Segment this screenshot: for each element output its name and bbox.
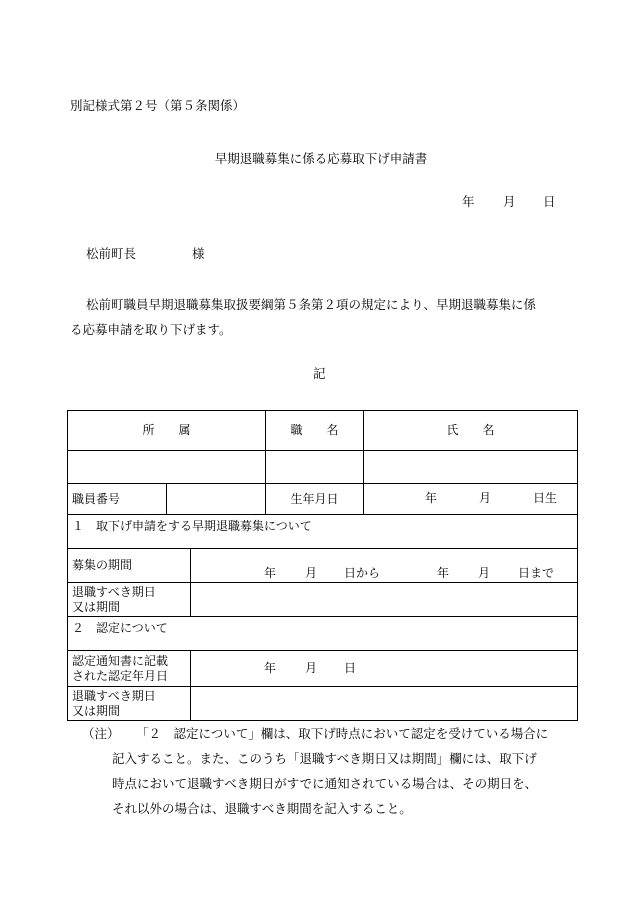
notice-date-cell[interactable] <box>191 651 578 687</box>
date-year-label: 年 <box>462 194 475 209</box>
addressee-honorific: 様 <box>192 246 205 261</box>
retire-label <box>68 583 191 617</box>
retire2-label-line-1: 退職すべき期日 <box>72 688 156 703</box>
note-marker: （注） <box>82 726 120 741</box>
notice-label-line-1: 認定通知書に記載 <box>72 653 169 668</box>
header-row <box>68 411 578 451</box>
retire-row <box>68 583 578 617</box>
addressee-name: 松前町長 <box>86 246 137 261</box>
note-line-2: 記入すること。また、このうち「退職すべき期日又は期間」欄には、取下げ <box>112 751 537 766</box>
ki-label: 記 <box>313 366 326 381</box>
period-label: 募集の期間 <box>68 549 191 583</box>
notice-year-label: 年 <box>264 661 277 675</box>
retire2-label-line-2: 又は期間 <box>72 703 121 718</box>
form-number: 別記様式第２号（第５条関係） <box>70 98 246 113</box>
notice-label-line-2: された認定年月日 <box>72 668 169 683</box>
retire-label-line-2: 又は期間 <box>72 599 121 614</box>
body-line-2: る応募申請を取り下げます。 <box>70 322 232 337</box>
staff-row <box>68 484 578 515</box>
retire-label-line-1: 退職すべき期日 <box>72 584 156 599</box>
affiliation-cell[interactable] <box>68 451 266 484</box>
period-to-year: 年 <box>437 566 450 580</box>
position-cell[interactable] <box>266 451 364 484</box>
notice-row <box>68 651 578 687</box>
body-line-1: 松前町職員早期退職募集取扱要綱第５条第２項の規定により、早期退職募集に係 <box>86 297 537 312</box>
name-cell[interactable] <box>364 451 578 484</box>
note-line-4: それ以外の場合は、退職すべき期間を記入すること。 <box>112 801 412 816</box>
period-cell[interactable] <box>191 549 578 583</box>
period-from-day: 日から <box>344 566 381 580</box>
notice-day-label: 日 <box>344 661 357 675</box>
retire2-row <box>68 687 578 721</box>
period-to-day: 日まで <box>518 566 555 580</box>
application-table <box>67 410 578 721</box>
affiliation-header: 所 属 <box>68 411 266 451</box>
period-to-month: 月 <box>478 566 491 580</box>
date-day-label: 日 <box>543 194 556 209</box>
birth-label: 生年月日 <box>266 484 364 515</box>
staff-number-label: 職員番号 <box>68 484 167 515</box>
staff-number-cell[interactable] <box>167 484 266 515</box>
page-title: 早期退職募集に係る応募取下げ申請書 <box>214 151 428 166</box>
note-line-1: 「２ 認定について」欄は、取下げ時点において認定を受けている場合に <box>136 726 549 741</box>
note-line-3: 時点において退職すべき期日がすでに通知されている場合は、その期日を、 <box>112 776 538 791</box>
retire-cell[interactable] <box>191 583 578 617</box>
retire2-cell[interactable] <box>191 687 578 721</box>
birth-date-cell[interactable] <box>364 484 578 515</box>
period-from-year: 年 <box>264 566 277 580</box>
section2-title: ２ 認定について <box>68 617 578 651</box>
birth-month-label: 月 <box>479 491 492 505</box>
notice-month-label: 月 <box>305 661 318 675</box>
period-from-month: 月 <box>305 566 318 580</box>
section2-row <box>68 617 578 651</box>
retire2-label <box>68 687 191 721</box>
period-row <box>68 549 578 583</box>
name-header: 氏 名 <box>364 411 578 451</box>
position-header: 職 名 <box>266 411 364 451</box>
section1-title: １ 取下げ申請をする早期退職募集について <box>68 515 578 549</box>
date-month-label: 月 <box>503 194 516 209</box>
section1-row <box>68 515 578 549</box>
birth-year-label: 年 <box>425 491 438 505</box>
entry-row <box>68 451 578 484</box>
birth-day-label: 日生 <box>533 491 558 505</box>
notice-label <box>68 651 191 687</box>
